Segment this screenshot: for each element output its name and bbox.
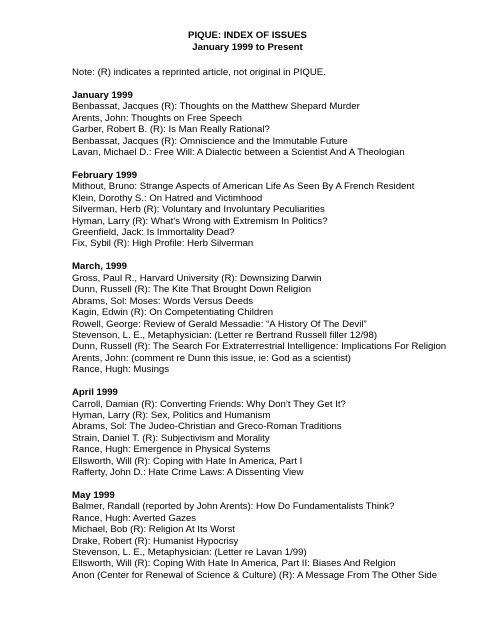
article-entry: Balmer, Randall (reported by John Arents): How Do Fundamentalists Think? <box>72 501 395 513</box>
article-entry: Benbassat, Jacques (R): Omniscience and the Immutable Future <box>72 135 348 147</box>
article-entry: Benbassat, Jacques (R): Thoughts on the Matthew Shepard Murder <box>72 101 360 113</box>
article-entry: Ellsworth, Will (R): Coping with Hate In America, Part I <box>72 455 303 467</box>
article-entry: Lavan, Michael D.: Free Will: A Dialectic between a Scientist And A Theologian <box>72 147 405 159</box>
issue-section <box>72 261 472 375</box>
article-entry: Mithout, Bruno: Strange Aspects of American Life As Seen By A French Resident <box>72 181 415 193</box>
issue-heading: January 1999 <box>72 90 133 101</box>
article-entry: Stevenson, L. E., Metaphysician: (Letter re Bertrand Russell filler 12/98) <box>72 329 378 341</box>
issue-heading: February 1999 <box>72 170 138 182</box>
article-entry: Strain, Daniel T. (R): Subjectivism and Morality <box>72 432 270 444</box>
article-entry: Dunn, Russell (R): The Search For Extraterrestrial Intelligence: Implications For Religion <box>72 341 447 353</box>
issue-section <box>72 490 472 581</box>
article-entry: Silverman, Herb (R): Voluntary and Involuntary Peculiarities <box>72 204 325 216</box>
article-entry: Greenfield, Jack: Is Immortality Dead? <box>72 227 235 239</box>
issue-section <box>72 170 472 250</box>
page-subtitle: January 1999 to Present <box>192 42 303 53</box>
reprint-note: Note: (R) indicates a reprinted article, not original in PIQUE. <box>72 67 326 78</box>
article-entry: Abrams, Sol: Moses: Words Versus Deeds <box>72 295 254 307</box>
article-entry: Kagin, Edwin (R): On Competentiating Children <box>72 307 274 319</box>
article-entry: Klein, Dorothy S.: On Hatred and Victimhood <box>72 192 263 204</box>
article-entry: Stevenson, L. E., Metaphysician: (Letter re Lavan 1/99) <box>72 547 307 558</box>
article-entry: Hyman, Larry (R): What’s Wrong with Extremism In Politics? <box>72 215 328 227</box>
article-entry: Drake, Robert (R): Humanist Hypocrisy <box>72 535 239 547</box>
article-entry: Rance, Hugh: Emergence in Physical Systems <box>72 444 271 456</box>
article-entry: Carroll, Damian (R): Converting Friends: Why Don’t They Get It? <box>72 398 346 410</box>
article-entry: Abrams, Sol: The Judeo-Christian and Greco-Roman Traditions <box>72 421 342 433</box>
issue-heading: April 1999 <box>72 387 118 399</box>
page-title: PIQUE: INDEX OF ISSUES <box>188 30 307 41</box>
article-entry: Fix, Sybil (R): High Profile: Herb Silverman <box>72 238 254 250</box>
title-block <box>0 30 495 54</box>
article-entry: Dunn, Russell (R): The Kite That Brought Down Religion <box>72 284 312 296</box>
article-entry: Rafferty, John D.: Hate Crime Laws: A Dissenting View <box>72 466 304 478</box>
article-entry: Rance, Hugh: Averted Gazes <box>72 512 197 524</box>
article-entry: Garber, Robert B. (R): Is Man Really Rational? <box>72 124 270 136</box>
article-entry: Arents, John: Thoughts on Free Speech <box>72 112 242 124</box>
article-entry: Michael, Bob (R): Religion At Its Worst <box>72 524 235 536</box>
article-entry: Gross, Paul R., Harvard University (R): Downsizing Darwin <box>72 272 322 284</box>
article-entry: Rance, Hugh: Musings <box>72 364 170 376</box>
article-entry: Anon (Center for Renewal of Science & Culture) (R): A Message From The Other Side <box>72 569 438 581</box>
article-entry: Hyman, Larry (R): Sex, Politics and Humanism <box>72 409 271 421</box>
issue-section <box>72 387 472 478</box>
issue-section <box>72 90 472 158</box>
issue-heading: March, 1999 <box>72 261 127 273</box>
article-entry: Arents, John: (comment re Dunn this issue, ie: God as a scientist) <box>72 352 351 364</box>
article-entry: Ellsworth, Will (R): Coping With Hate In America, Part II: Biases And Relgion <box>72 558 396 570</box>
article-entry: Rowell, George: Review of Gerald Messadie: “A History Of The Devil” <box>72 318 367 330</box>
issue-sections <box>72 90 472 593</box>
issue-heading: May 1999 <box>72 489 115 501</box>
